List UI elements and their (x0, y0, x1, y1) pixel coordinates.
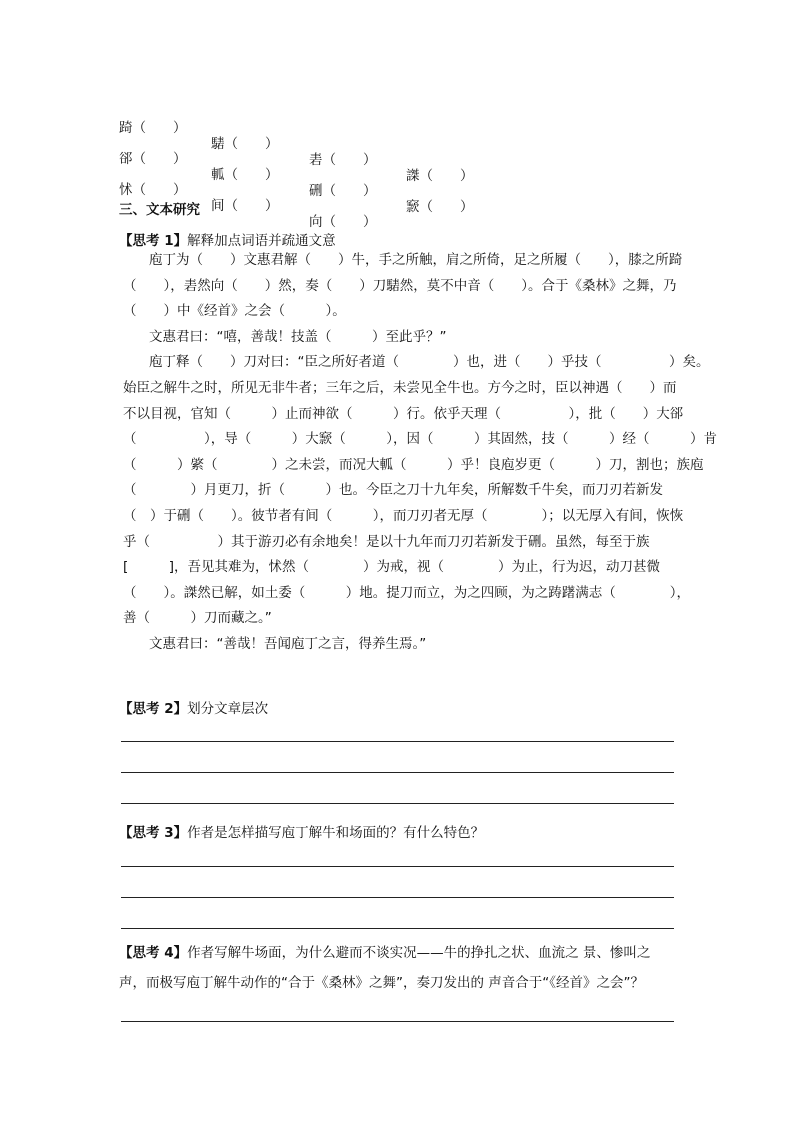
think-4-line (119, 938, 679, 968)
passage-line: 庖丁为（ ）文惠君解（ ）牛，手之所触，肩之所倚，足之所履（ ），膝之所踦 (149, 252, 683, 268)
vocab-item: 怵（ ） (119, 182, 187, 198)
vocab-item: 軱（ ） (211, 167, 279, 183)
passage-line: 乎（ ）其于游刃必有余地矣！是以十九年而刀刃若新发于硎。虽然，每至于族 (123, 533, 650, 550)
think-4-title (119, 938, 679, 998)
passage-line: [ ]，吾见其难为，怵然（ ）为戒，视（ ）为止，行为迟，动刀甚微 (123, 559, 661, 576)
passage-line: 文惠君曰：“善哉！吾闻庖丁之言，得养生焉。” (149, 635, 427, 652)
think-3-label: 【思考 3】 (119, 825, 188, 841)
passage-line: （ ）月更刀，折（ ）也。今臣之刀十九年矣，所解数千牛矣，而刀刃若新发 (123, 482, 663, 499)
answer-line (121, 866, 674, 867)
vocab-item: 硎（ ） (309, 183, 377, 199)
vocab-item: 踦（ ） (119, 120, 187, 136)
think-2-title (119, 697, 268, 717)
passage-line: （ ），砉然向（ ）然，奏（ ）刀騞然，莫不中音（ ）。合于《桑林》之舞，乃 (123, 277, 677, 294)
passage-line: （ ）。謋然已解，如土委（ ）地。提刀而立，为之四顾，为之踌躇满志（ ）， (123, 584, 690, 601)
vocab-item: 向（ ） (309, 214, 377, 230)
think-2-prompt: 划分文章层次 (187, 701, 269, 717)
answer-line (121, 928, 674, 929)
passage-line: 始臣之解牛之时，所见无非牛者；三年之后，未尝见全牛也。方今之时，臣以神遇（ ）而 (123, 379, 677, 396)
passage-line: （ ）中《经首》之会（ ）。 (123, 303, 346, 320)
answer-line (121, 741, 674, 742)
vocab-item: 騞（ ） (211, 136, 279, 152)
think-1-label: 【思考 1】 (119, 233, 188, 249)
passage-line: 文惠君曰：“嘻，善哉！技盖（ ）至此乎？” (149, 328, 447, 345)
think-1-title (119, 229, 336, 249)
answer-line (121, 803, 674, 804)
think-3-title (119, 821, 484, 841)
think-4-label: 【思考 4】 (119, 945, 188, 961)
answer-line (121, 1021, 674, 1022)
passage-line: （ ），导（ ）大窾（ ），因（ ）其固然，技（ ）经（ ）肯 (123, 431, 717, 448)
answer-line (121, 897, 674, 898)
passage (123, 248, 717, 658)
think-2-label: 【思考 2】 (119, 701, 188, 717)
think-1-prompt: 解释加点词语并疏通文意 (187, 233, 336, 249)
answer-line (121, 772, 674, 773)
section-heading: 三、文本研究 (119, 202, 200, 218)
passage-line: （ ）綮（ ）之未尝，而况大軱（ ）乎！良庖岁更（ ）刀，割也；族庖 (123, 456, 704, 473)
vocab-item: 砉（ ） (309, 152, 377, 168)
vocab-item: 间（ ） (211, 198, 279, 214)
think-4-prompt: 作者写解牛场面，为什么避而不谈实况——牛的挣扎之状、血流之 景、惨叫之 (187, 945, 651, 961)
passage-line: （ ）于硎（ ）。彼节者有间（ ），而刀刃者无厚（ ）；以无厚入有间，恢恢 (123, 507, 684, 524)
passage-line: 不以目视，官知（ ）止而神欲（ ）行。依乎天理（ ），批（ ）大郤 (123, 405, 684, 422)
vocab-item: 郤（ ） (119, 151, 187, 167)
think-4-line: 声，而极写庖丁解牛动作的“合于《桑林》之舞”，奏刀发出的 声音合于“《经首》之会”？ (119, 975, 645, 991)
passage-line: 善（ ）刀而藏之。” (123, 610, 272, 627)
passage-line: 庖丁释（ ）刀对曰：“臣之所好者道（ ）也，进（ ）乎技（ ）矣。 (149, 354, 710, 371)
vocab-item: 窾（ ） (406, 199, 474, 215)
vocab-item: 謋（ ） (406, 168, 474, 184)
think-3-prompt: 作者是怎样描写庖丁解牛和场面的？有什么特色？ (187, 825, 485, 841)
